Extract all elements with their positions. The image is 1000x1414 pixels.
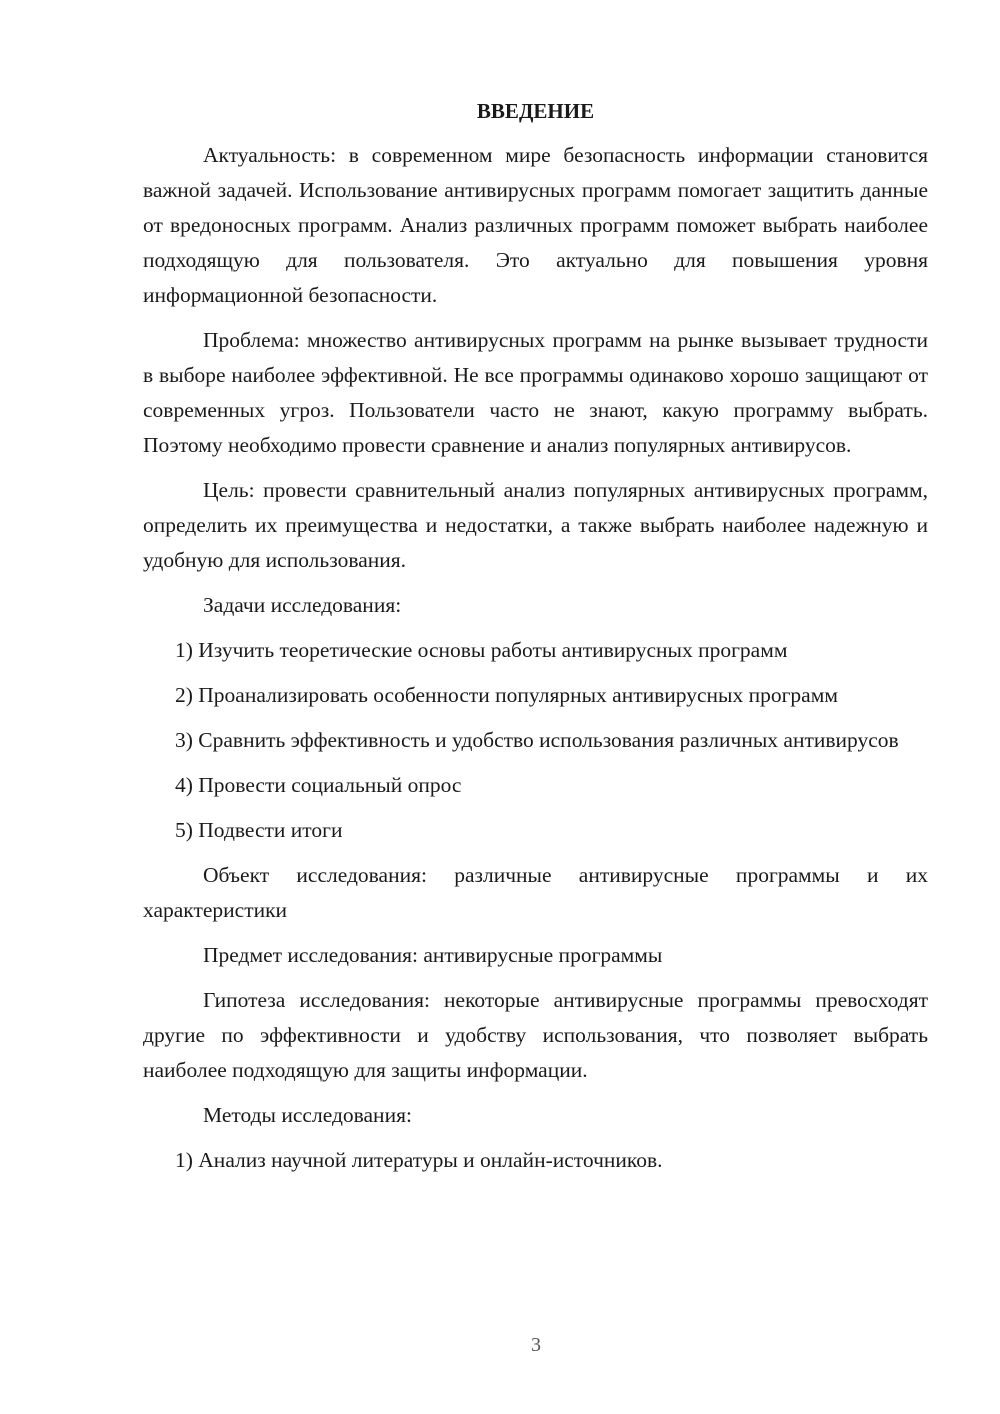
page-number: 3	[531, 1334, 541, 1356]
task-item-3: 3) Сравнить эффективность и удобство использования различных антивирусов	[175, 728, 899, 752]
relevance-paragraph: Актуальность: в современном мире безопасность информации становится важной задачей. Использование антивирусных программ помогает защитить данные от вредоносных программ. Анализ различных программ поможет выбрать наиболее подходящую для пользователя. Это актуально для повышения уровня информационной безопасности.	[143, 143, 928, 307]
task-item-5: 5) Подвести итоги	[175, 818, 343, 842]
hypothesis-paragraph: Гипотеза исследования: некоторые антивирусные программы превосходят другие по эффективности и удобству использования, что позволяет выбрать наиболее подходящую для защиты информации.	[143, 988, 928, 1082]
page-content	[143, 96, 928, 1188]
object-paragraph: Объект исследования: различные антивирусные программы и их характеристики	[143, 863, 928, 922]
methods-heading: Методы исследования:	[203, 1103, 412, 1127]
section-title: ВВЕДЕНИЕ	[476, 99, 595, 123]
problem-paragraph: Проблема: множество антивирусных программ на рынке вызывает трудности в выборе наиболее эффективной. Не все программы одинаково хорошо защищают от современных угроз. Пользователи часто не знают, какую программу выбрать. Поэтому необходимо провести сравнение и анализ популярных антивирусов.	[143, 328, 928, 457]
task-item-2: 2) Проанализировать особенности популярных антивирусных программ	[175, 683, 838, 707]
method-item-1: 1) Анализ научной литературы и онлайн-источников.	[175, 1148, 663, 1172]
task-item-4: 4) Провести социальный опрос	[175, 773, 462, 797]
task-item-1: 1) Изучить теоретические основы работы антивирусных программ	[175, 638, 788, 662]
subject-paragraph: Предмет исследования: антивирусные программы	[203, 943, 663, 967]
tasks-heading: Задачи исследования:	[203, 593, 402, 617]
goal-paragraph: Цель: провести сравнительный анализ популярных антивирусных программ, определить их преимущества и недостатки, а также выбрать наиболее надежную и удобную для использования.	[143, 478, 928, 572]
